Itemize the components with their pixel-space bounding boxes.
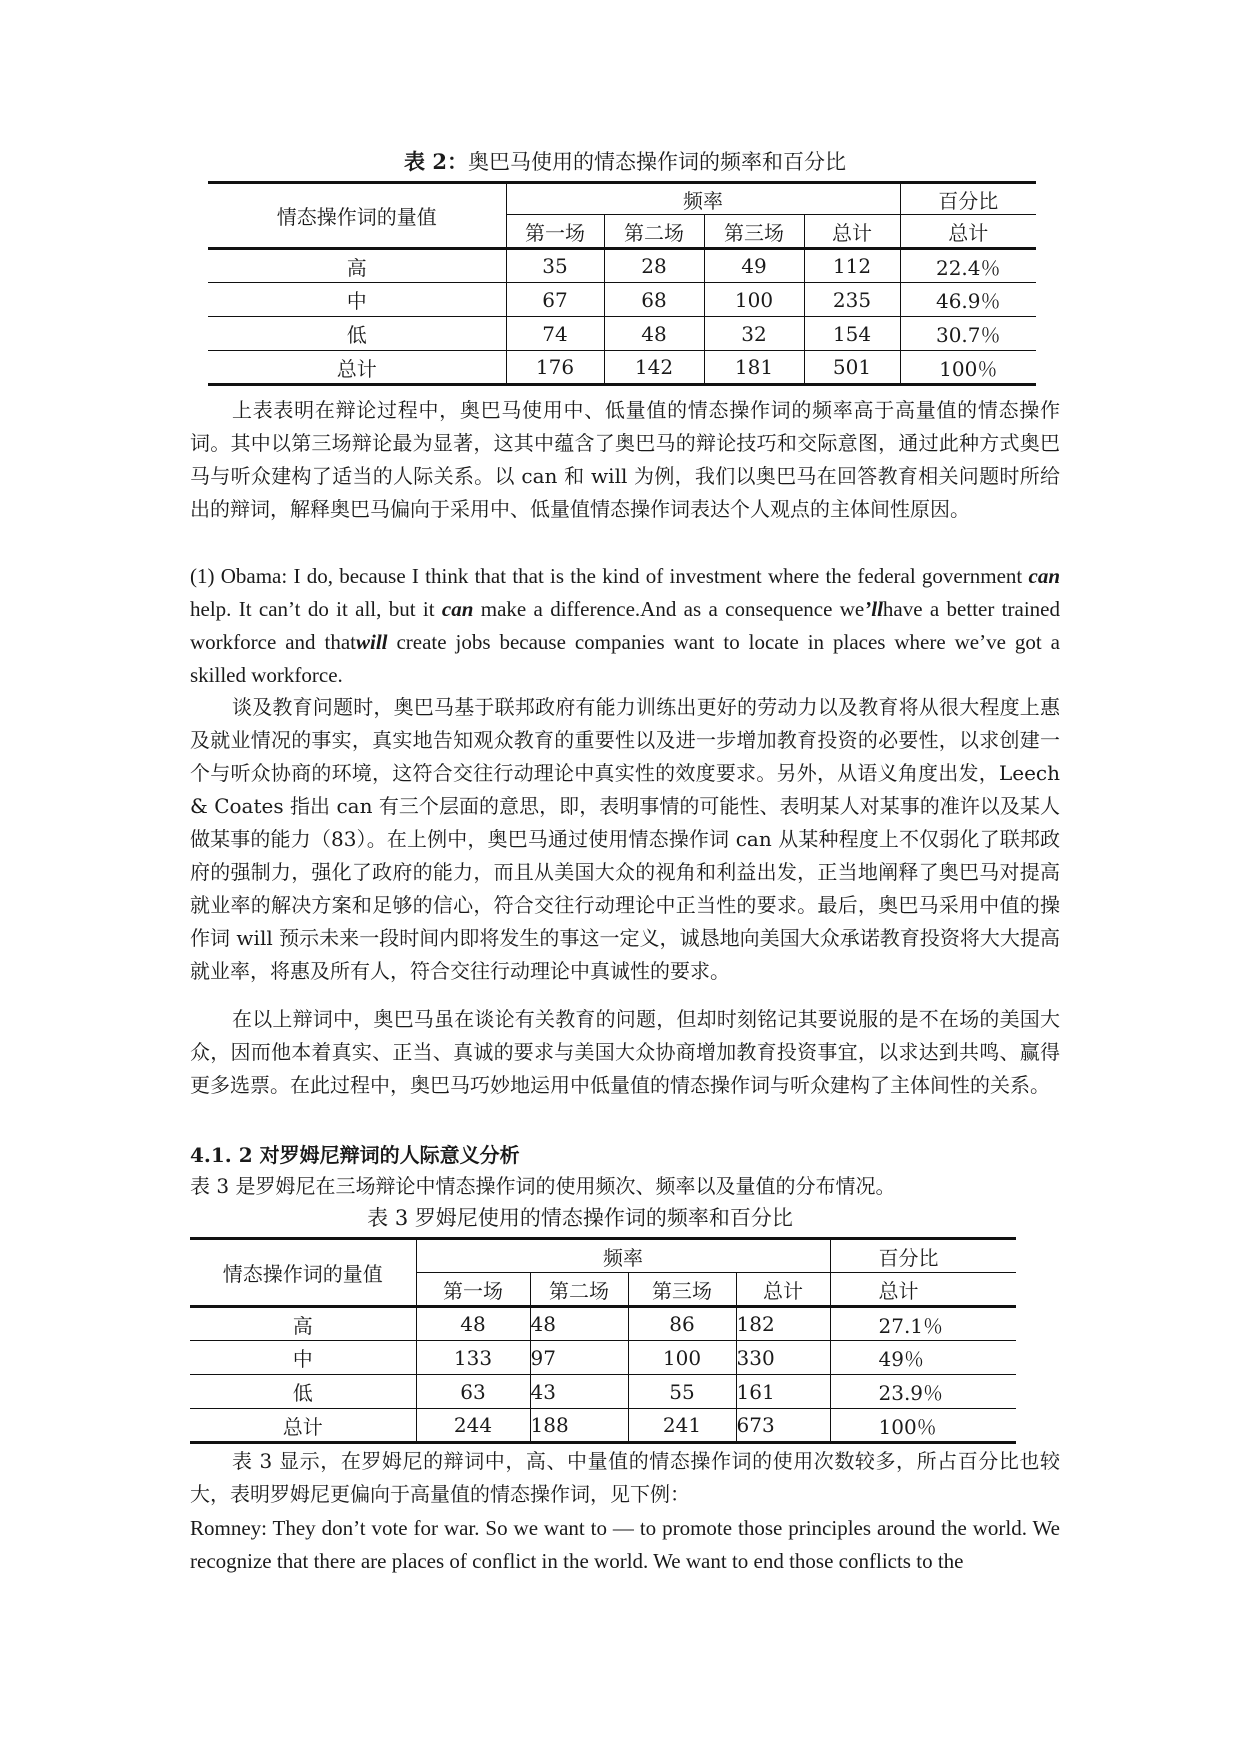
cell: 28 bbox=[604, 249, 704, 283]
table2-caption: 表 2：奥巴马使用的情态操作词的频率和百分比 bbox=[404, 149, 846, 174]
table2-sub-header: 第三场 bbox=[704, 215, 804, 249]
cell: 49％ bbox=[830, 1341, 1016, 1375]
table3-sub-header: 第三场 bbox=[628, 1273, 736, 1307]
row-label: 高 bbox=[208, 249, 506, 283]
cell: 74 bbox=[506, 317, 604, 351]
table3 bbox=[190, 1237, 1016, 1444]
cell: 46.9％ bbox=[900, 283, 1036, 317]
cell: 161 bbox=[736, 1375, 830, 1409]
table-row bbox=[190, 1307, 1016, 1341]
table-row bbox=[190, 1375, 1016, 1409]
table3-header-freq: 频率 bbox=[416, 1239, 830, 1273]
row-label: 中 bbox=[208, 283, 506, 317]
table-row bbox=[208, 351, 1036, 385]
table-row bbox=[208, 283, 1036, 317]
row-label: 低 bbox=[190, 1375, 416, 1409]
cell: 100 bbox=[628, 1341, 736, 1375]
cell: 133 bbox=[416, 1341, 530, 1375]
table-row bbox=[208, 249, 1036, 283]
table2-sub-header: 总计 bbox=[900, 215, 1036, 249]
cell: 112 bbox=[804, 249, 900, 283]
example-romney: Romney: They don’t vote for war. So we want to — to promote those principles around the world. We recognize that there are places of conflict in the world. We want to end those conflicts to the bbox=[190, 1516, 1060, 1573]
cell: 244 bbox=[416, 1409, 530, 1443]
cell: 182 bbox=[736, 1307, 830, 1341]
table3-sub-header: 总计 bbox=[736, 1273, 830, 1307]
cell: 67 bbox=[506, 283, 604, 317]
row-label: 中 bbox=[190, 1341, 416, 1375]
section-heading: 4.1. 2 对罗姆尼辩词的人际意义分析 bbox=[190, 1143, 520, 1167]
table3-sub-header: 第二场 bbox=[530, 1273, 628, 1307]
cell: 32 bbox=[704, 317, 804, 351]
cell: 181 bbox=[704, 351, 804, 385]
table-row bbox=[190, 1341, 1016, 1375]
table-row bbox=[190, 1409, 1016, 1443]
table3-caption: 表 3 罗姆尼使用的情态操作词的频率和百分比 bbox=[367, 1206, 793, 1230]
table3-sub-header: 总计 bbox=[830, 1273, 1016, 1307]
row-label: 低 bbox=[208, 317, 506, 351]
cell: 86 bbox=[628, 1307, 736, 1341]
cell: 48 bbox=[530, 1307, 628, 1341]
table2-header-value: 情态操作词的量值 bbox=[208, 183, 506, 249]
cell: 27.1％ bbox=[830, 1307, 1016, 1341]
table3-sub-header: 第一场 bbox=[416, 1273, 530, 1307]
body-paragraph: 在以上辩词中，奥巴马虽在谈论有关教育的问题，但却时刻铭记其要说服的是不在场的美国大众，因而他本着真实、正当、真诚的要求与美国大众协商增加教育投资事宜，以求达到共鸣、赢得更多选票。在此过程中，奥巴马巧妙地运用中低量值的情态操作词与听众建构了主体间性的关系。 bbox=[190, 1007, 1060, 1097]
table2-sub-header: 第一场 bbox=[506, 215, 604, 249]
cell: 235 bbox=[804, 283, 900, 317]
cell: 188 bbox=[530, 1409, 628, 1443]
cell: 48 bbox=[416, 1307, 530, 1341]
cell: 241 bbox=[628, 1409, 736, 1443]
cell: 63 bbox=[416, 1375, 530, 1409]
cell: 100％ bbox=[830, 1409, 1016, 1443]
table3-header-value: 情态操作词的量值 bbox=[190, 1239, 416, 1307]
row-label: 总计 bbox=[208, 351, 506, 385]
cell: 330 bbox=[736, 1341, 830, 1375]
cell: 501 bbox=[804, 351, 900, 385]
body-paragraph: 谈及教育问题时，奥巴马基于联邦政府有能力训练出更好的劳动力以及教育将从很大程度上惠及就业情况的事实，真实地告知观众教育的重要性以及进一步增加教育投资的必要性，以求创建一个与听众协商的环境，这符合交往行动理论中真实性的效度要求。另外，从语义角度出发，Leech & Coates 指出 can 有三个层面的意思，即，表明事情的可能性、表明某人对某事的准许以及某人做某事的能力（83）。在上例中，奥巴马通过使用情态操作词 can 从某种程度上不仅弱化了联邦政府的强制力，强化了政府的能力，而且从美国大众的视角和利益出发，正当地阐释了奥巴马对提高就业率的解决方案和足够的信心，符合交往行动理论中正当性的要求。最后，奥巴马采用中值的操作词 will 预示未来一段时间内即将发生的事这一定义，诚恳地向美国大众承诺教育投资将大大提高就业率，将惠及所有人，符合交往行动理论中真诚性的要求。 bbox=[190, 695, 1060, 983]
table2-sub-header: 第二场 bbox=[604, 215, 704, 249]
body-paragraph: 表 3 是罗姆尼在三场辩论中情态操作词的使用频次、频率以及量值的分布情况。 bbox=[190, 1174, 896, 1198]
cell: 100％ bbox=[900, 351, 1036, 385]
cell: 49 bbox=[704, 249, 804, 283]
body-paragraph: 上表表明在辩论过程中，奥巴马使用中、低量值的情态操作词的频率高于高量值的情态操作词。其中以第三场辩论最为显著，这其中蕴含了奥巴马的辩论技巧和交际意图，通过此种方式奥巴马与听众建构了适当的人际关系。以 can 和 will 为例，我们以奥巴马在回答教育相关问题时所给出的辩词，解释奥巴马偏向于采用中、低量值情态操作词表达个人观点的主体间性原因。 bbox=[190, 398, 1060, 521]
cell: 154 bbox=[804, 317, 900, 351]
cell: 43 bbox=[530, 1375, 628, 1409]
table2-sub-header: 总计 bbox=[804, 215, 900, 249]
cell: 30.7％ bbox=[900, 317, 1036, 351]
cell: 35 bbox=[506, 249, 604, 283]
cell: 97 bbox=[530, 1341, 628, 1375]
table2 bbox=[208, 181, 1036, 386]
row-label: 高 bbox=[190, 1307, 416, 1341]
table-row bbox=[208, 317, 1036, 351]
cell: 142 bbox=[604, 351, 704, 385]
cell: 48 bbox=[604, 317, 704, 351]
cell: 100 bbox=[704, 283, 804, 317]
cell: 176 bbox=[506, 351, 604, 385]
table2-header-pct: 百分比 bbox=[900, 183, 1036, 215]
cell: 673 bbox=[736, 1409, 830, 1443]
row-label: 总计 bbox=[190, 1409, 416, 1443]
cell: 55 bbox=[628, 1375, 736, 1409]
cell: 22.4％ bbox=[900, 249, 1036, 283]
cell: 23.9％ bbox=[830, 1375, 1016, 1409]
example-obama: (1) Obama: I do, because I think that that is the kind of investment where the federal government can help. It can’t do it all, but it can make a difference.And as a consequence we’llhave a better trained workforce and thatwill create jobs because companies want to locate in places where we’ve got a skilled workforce. bbox=[190, 564, 1060, 687]
table2-header-freq: 频率 bbox=[506, 183, 900, 215]
table3-header-pct: 百分比 bbox=[830, 1239, 1016, 1273]
cell: 68 bbox=[604, 283, 704, 317]
body-paragraph: 表 3 显示，在罗姆尼的辩词中，高、中量值的情态操作词的使用次数较多，所占百分比也较大，表明罗姆尼更偏向于高量值的情态操作词，见下例： bbox=[190, 1449, 1060, 1506]
